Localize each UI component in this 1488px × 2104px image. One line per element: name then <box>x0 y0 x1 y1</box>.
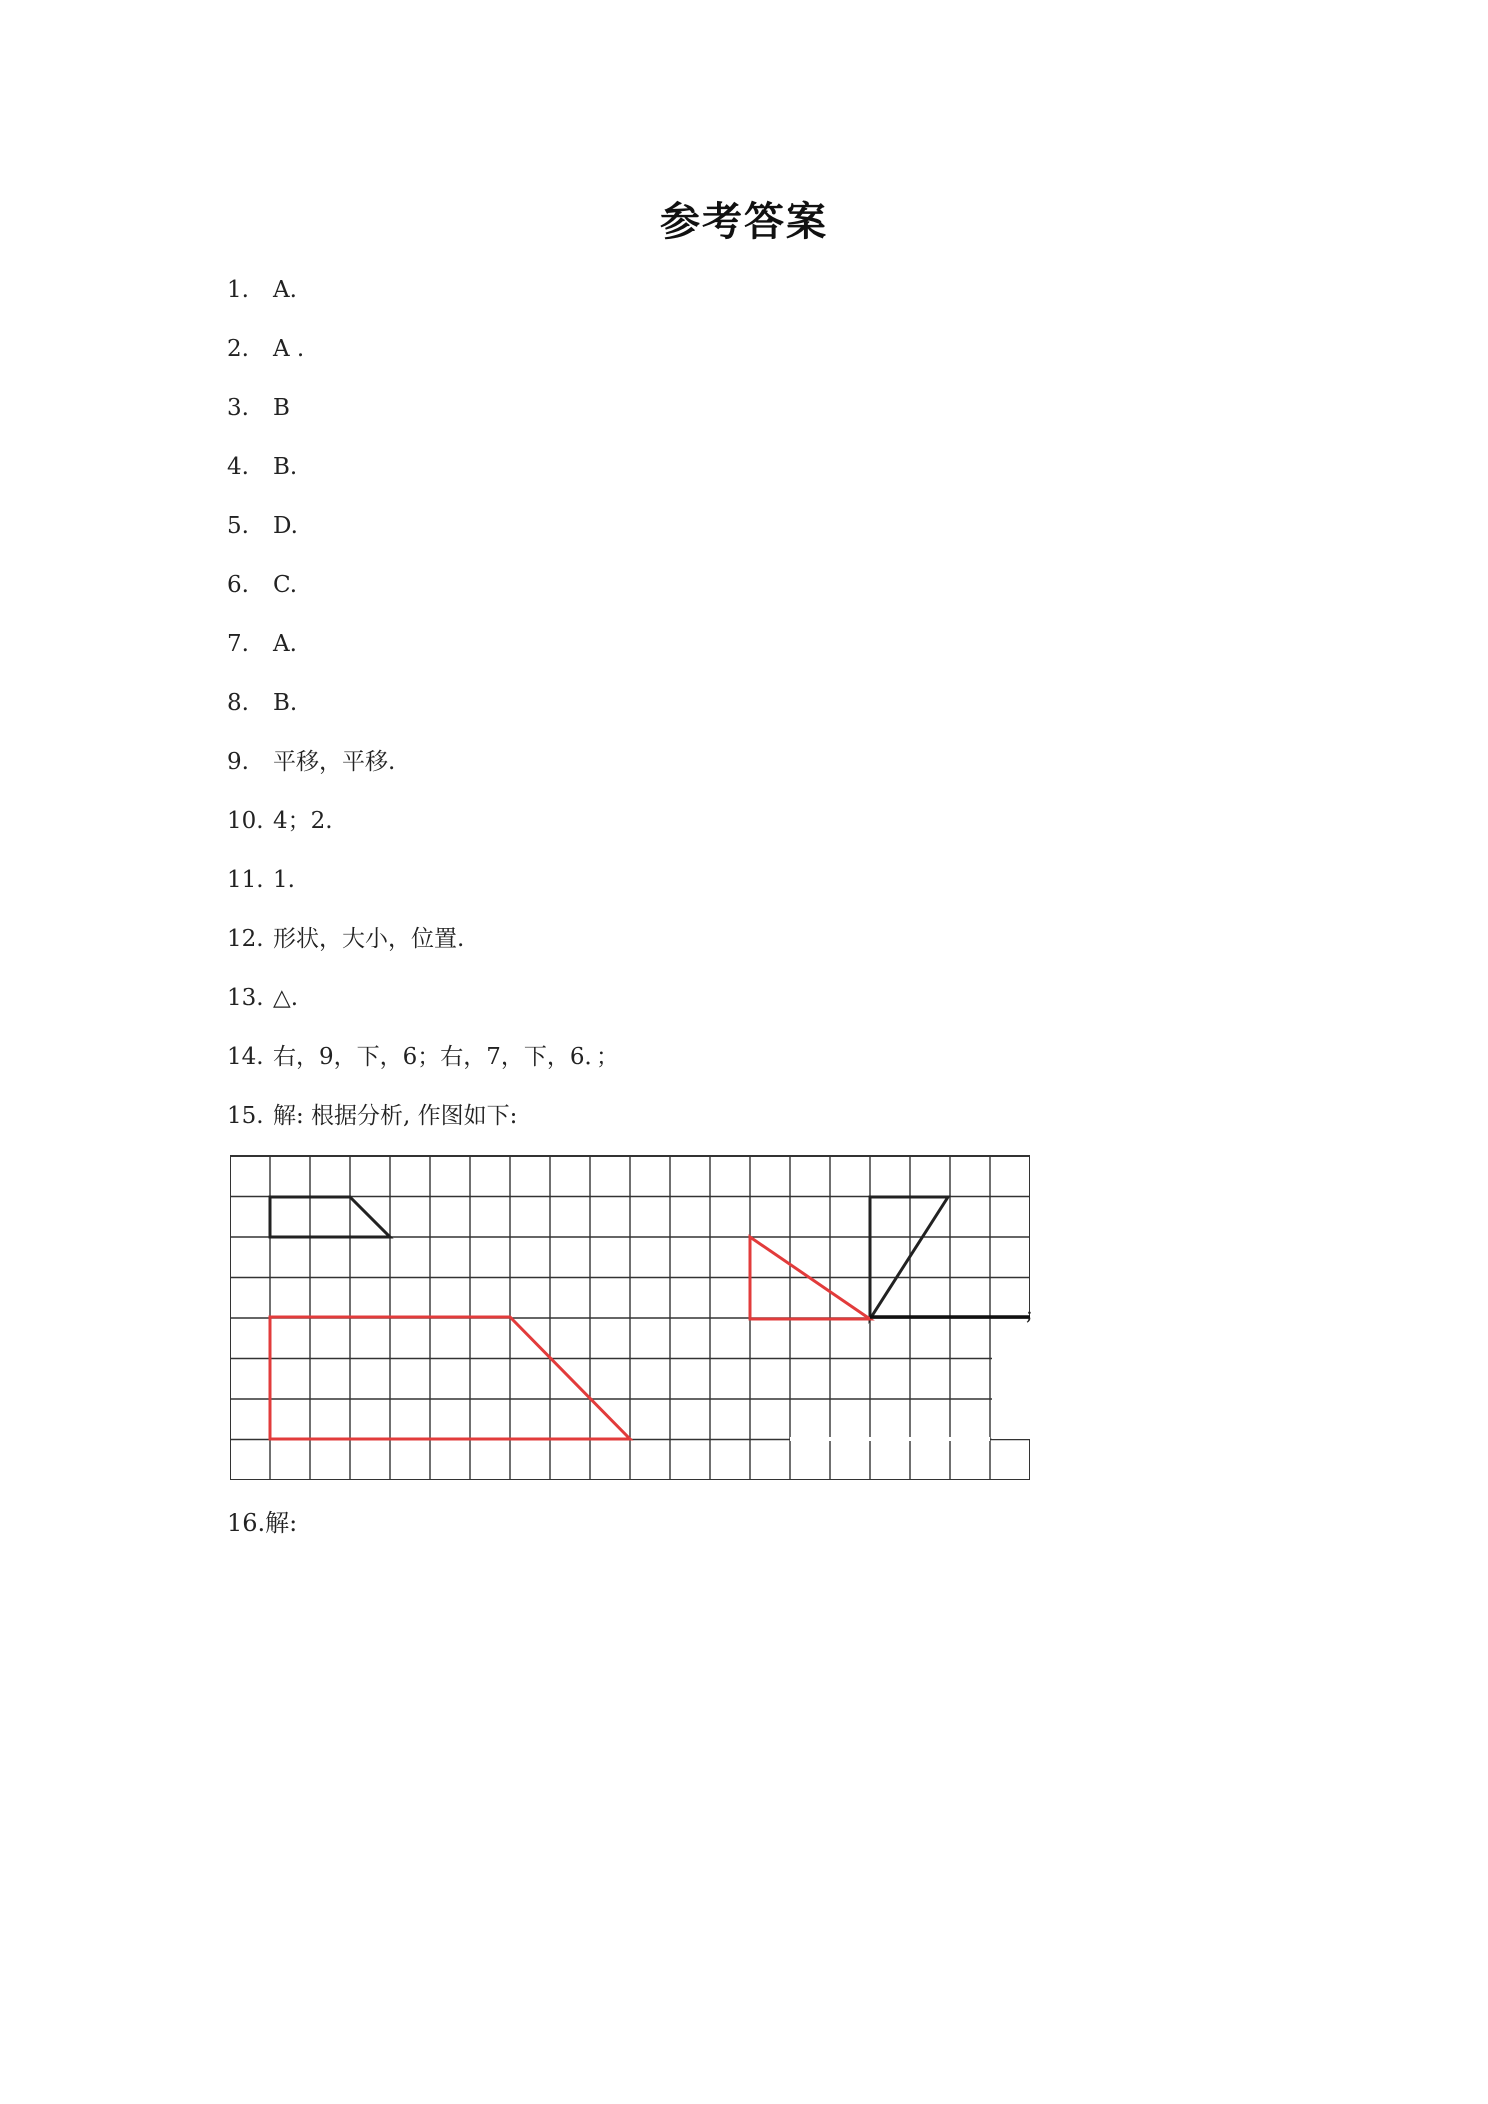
answer-14 <box>227 1037 619 1096</box>
answer-text: B. <box>273 454 298 480</box>
translation-grid-figure <box>230 1154 1030 1480</box>
answer-number: 13. <box>227 985 264 1011</box>
red-trapezoid <box>270 1317 630 1439</box>
answer-4 <box>227 447 619 506</box>
original-triangle <box>870 1197 948 1319</box>
answer-text: 1. <box>273 867 295 893</box>
answer-11 <box>227 860 619 919</box>
answer-number: 14. <box>227 1044 264 1070</box>
answer-5 <box>227 506 619 565</box>
answer-15 <box>227 1096 619 1155</box>
answer-8 <box>227 683 619 742</box>
answer-text: 平移，平移. <box>273 749 396 775</box>
answer-number: 6. <box>227 572 249 598</box>
answer-number: 12. <box>227 926 264 952</box>
answer-9 <box>227 742 619 801</box>
answer-text: D. <box>273 513 298 539</box>
answer-number: 4. <box>227 454 249 480</box>
answer-text: 解: 根据分析, 作图如下: <box>273 1103 518 1129</box>
answer-10 <box>227 801 619 860</box>
answer-7 <box>227 624 619 683</box>
answer-list <box>227 270 619 1155</box>
answer-text: A . <box>273 336 305 362</box>
answer-text: △. <box>273 985 298 1011</box>
answer-number: 5. <box>227 513 249 539</box>
answer-12 <box>227 919 619 978</box>
answer-number: 10. <box>227 808 264 834</box>
answer-number: 8. <box>227 690 249 716</box>
answer-number: 11. <box>227 867 264 893</box>
answer-number: 7. <box>227 631 249 657</box>
answer-text: B. <box>273 690 298 716</box>
answer-text: B <box>273 395 290 421</box>
answer-text: 右，9，下，6；右，7，下，6．； <box>273 1044 620 1070</box>
answer-text: 形状，大小，位置. <box>273 926 465 952</box>
answer-6 <box>227 565 619 624</box>
answer-number: 1. <box>227 277 249 303</box>
answer-text: C. <box>273 572 298 598</box>
grid-drawing <box>230 1154 1030 1480</box>
answer-text: A. <box>273 631 297 657</box>
answer-number: 3. <box>227 395 249 421</box>
answer-2 <box>227 329 619 388</box>
answer-text: A. <box>273 277 297 303</box>
answer-number: 2. <box>227 336 249 362</box>
answer-number: 9. <box>227 749 249 775</box>
answer-3 <box>227 388 619 447</box>
answer-1 <box>227 270 619 329</box>
answer-number: 15. <box>227 1103 264 1129</box>
grid-cover-block <box>992 1319 1030 1439</box>
answer-text: 4；2. <box>273 808 333 834</box>
original-trapezoid <box>270 1197 390 1237</box>
figure-trailing-mark: ; <box>1026 1301 1033 1325</box>
answer-13 <box>227 978 619 1037</box>
answer-16: 16.解: <box>227 1509 298 1537</box>
page-title: 参考答案 <box>660 199 828 245</box>
